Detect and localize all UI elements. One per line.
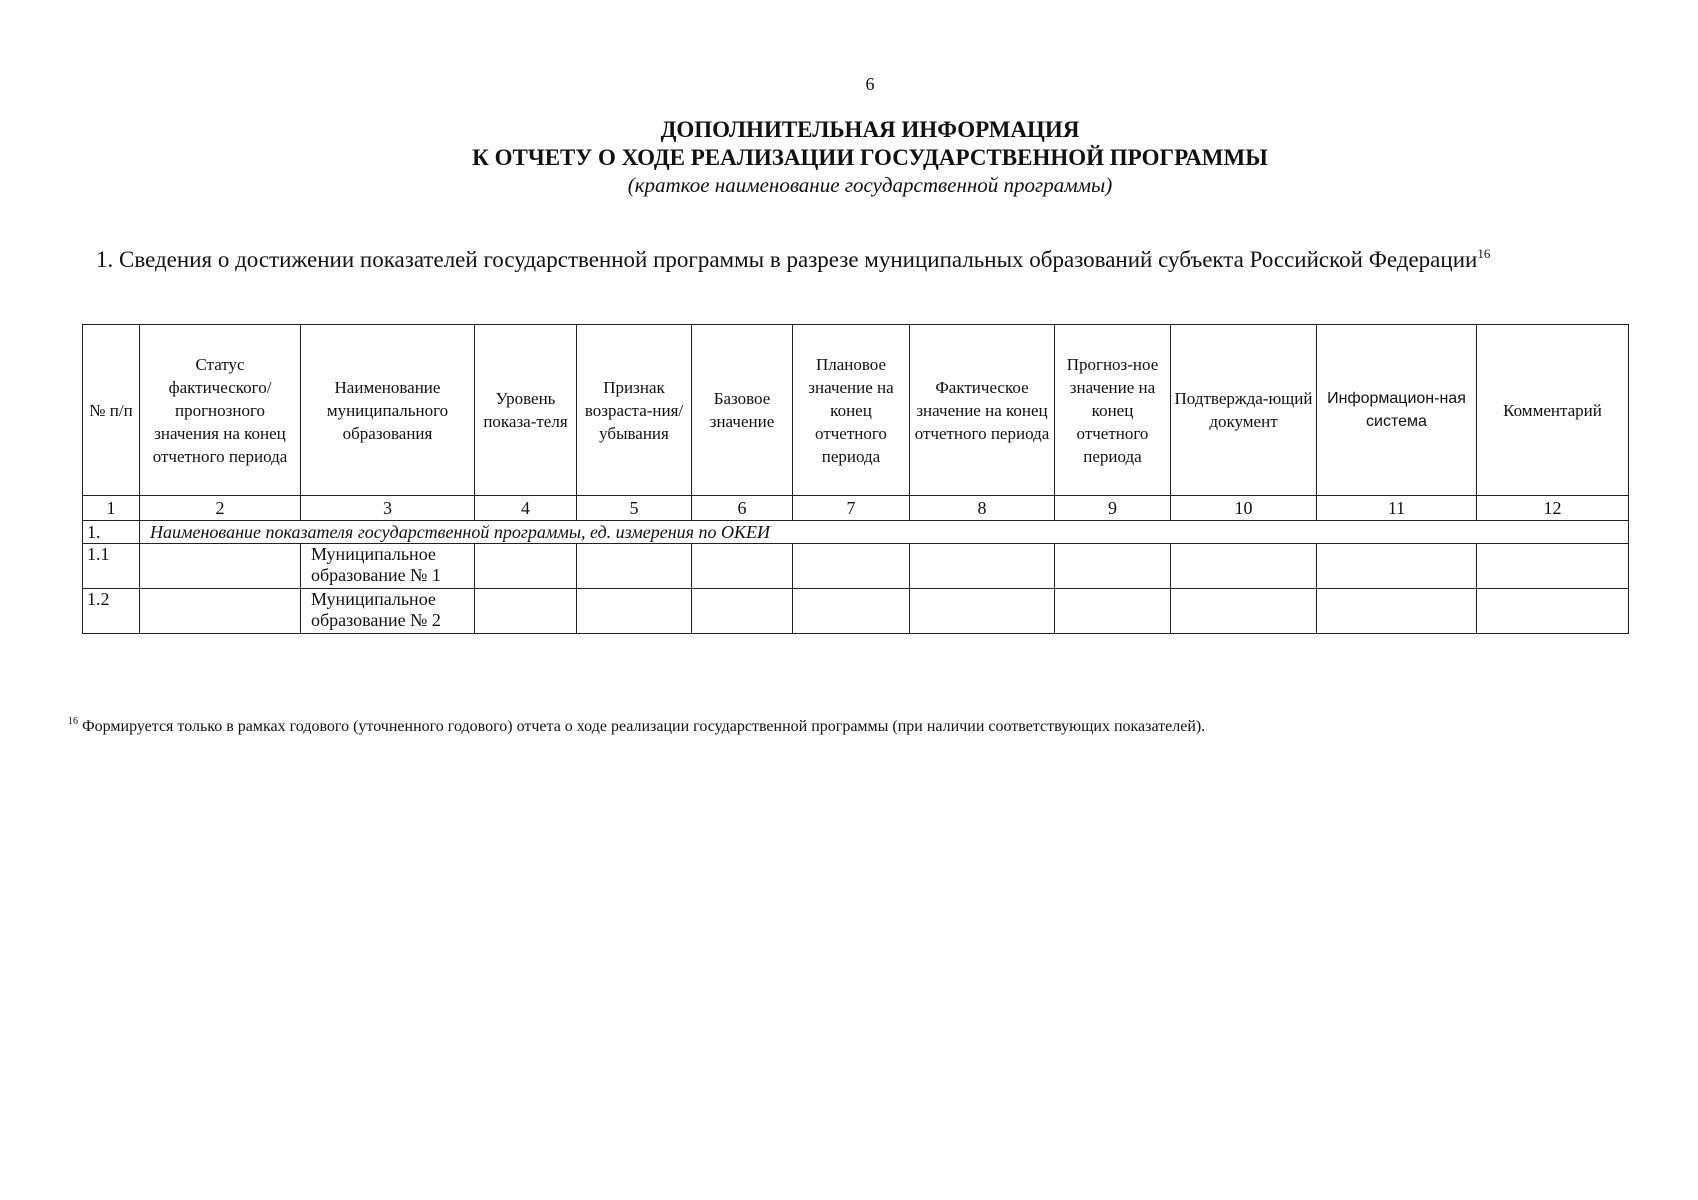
table-cell [692, 589, 793, 634]
table-cell [577, 544, 692, 589]
table-cell [692, 544, 793, 589]
header-cell: Признак возраста-ния/ убывания [577, 325, 692, 496]
table-cell [475, 589, 577, 634]
table-cell [1171, 589, 1317, 634]
municipality-name-line: Муниципальное [311, 589, 436, 609]
table-cell [910, 544, 1055, 589]
municipality-name [301, 589, 475, 634]
section-heading-text: 1. Сведения о достижении показателей государственной программы в разрезе муниципальных образований субъекта Российской Федерации [96, 247, 1478, 272]
footnote-reference: 16 [1477, 246, 1491, 261]
table-row [83, 544, 1629, 589]
header-cell: Подтвержда-ющий документ [1171, 325, 1317, 496]
header-cell: Статус фактического/ прогнозного значения на конец отчетного периода [140, 325, 301, 496]
column-number: 5 [577, 496, 692, 521]
table-cell [1171, 544, 1317, 589]
table-cell [1055, 589, 1171, 634]
header-cell: Базовое значение [692, 325, 793, 496]
header-cell: Информацион-ная система [1317, 325, 1477, 496]
header-cell: Прогноз-ное значение на конец отчетного периода [1055, 325, 1171, 496]
municipality-name [301, 544, 475, 589]
table-cell [910, 589, 1055, 634]
header-cell: Комментарий [1477, 325, 1629, 496]
title-subtitle: (краткое наименование государственной программы) [627, 173, 1113, 197]
municipality-name-line: образование № 1 [311, 565, 441, 585]
table-cell [140, 589, 301, 634]
table-cell [577, 589, 692, 634]
column-number: 10 [1171, 496, 1317, 521]
footnote-text: Формируется только в рамках годового (уточненного годового) отчета о ходе реализации государственной программы (при наличии соответствующих показателей). [82, 718, 1206, 735]
footnote-mark: 16 [68, 716, 78, 727]
table-cell [1477, 544, 1629, 589]
table-cell [1477, 589, 1629, 634]
document-title [0, 116, 1698, 199]
page-number: 6 [865, 74, 875, 94]
column-number: 8 [910, 496, 1055, 521]
header-cell: Плановое значение на конец отчетного периода [793, 325, 910, 496]
title-line-1: ДОПОЛНИТЕЛЬНАЯ ИНФОРМАЦИЯ [660, 117, 1080, 142]
table-cell [1317, 544, 1477, 589]
table-cell [140, 544, 301, 589]
column-number: 12 [1477, 496, 1629, 521]
row-number: 1.1 [83, 544, 140, 589]
column-number: 11 [1317, 496, 1477, 521]
indicator-name: Наименование показателя государственной программы, ед. измерения по ОКЕИ [140, 521, 1629, 544]
column-number: 3 [301, 496, 475, 521]
table-row [83, 589, 1629, 634]
column-number-row [83, 496, 1629, 521]
table-cell [475, 544, 577, 589]
column-number: 1 [83, 496, 140, 521]
footnote [68, 716, 1688, 736]
header-cell: Уровень показа-теля [475, 325, 577, 496]
table-header-row [83, 325, 1629, 496]
column-number: 6 [692, 496, 793, 521]
indicators-table [82, 324, 1629, 634]
column-number: 2 [140, 496, 301, 521]
title-line-2: К ОТЧЕТУ О ХОДЕ РЕАЛИЗАЦИИ ГОСУДАРСТВЕННОЙ ПРОГРАММЫ [472, 145, 1268, 170]
header-cell: № п/п [83, 325, 140, 496]
header-cell: Фактическое значение на конец отчетного периода [910, 325, 1055, 496]
header-cell: Наименование муниципального образования [301, 325, 475, 496]
table-cell [793, 589, 910, 634]
table-cell [793, 544, 910, 589]
indicator-number: 1. [83, 521, 140, 544]
municipality-name-line: Муниципальное [311, 544, 436, 564]
row-number: 1.2 [83, 589, 140, 634]
indicator-row [83, 521, 1629, 544]
section-heading [96, 246, 1696, 273]
table-cell [1055, 544, 1171, 589]
column-number: 4 [475, 496, 577, 521]
column-number: 7 [793, 496, 910, 521]
table-cell [1317, 589, 1477, 634]
column-number: 9 [1055, 496, 1171, 521]
municipality-name-line: образование № 2 [311, 610, 441, 630]
